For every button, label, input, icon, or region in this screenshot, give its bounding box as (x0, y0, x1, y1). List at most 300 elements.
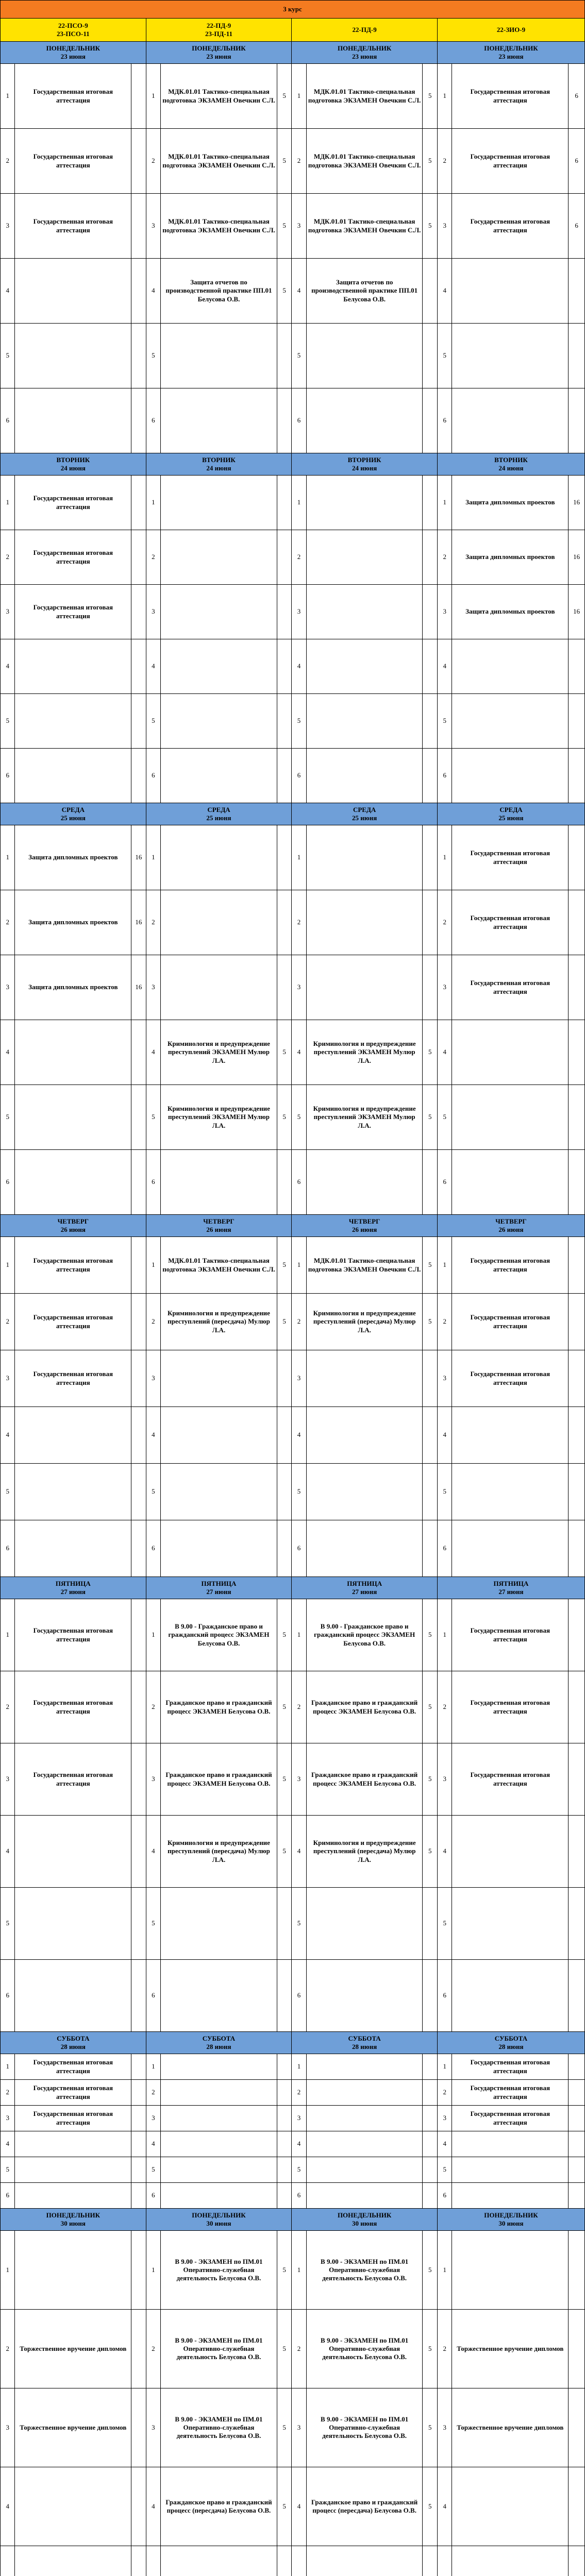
lesson-subject: Защита дипломных проектов (15, 825, 131, 890)
lesson-number: 1 (1, 825, 15, 890)
lesson-room (423, 955, 437, 1020)
lesson-room (423, 1150, 437, 1215)
lesson-room (569, 2131, 585, 2157)
lesson-room (569, 1085, 585, 1150)
lesson-number: 4 (292, 2131, 306, 2157)
lesson-room: 5 (277, 2231, 291, 2310)
lesson-number: 3 (146, 585, 160, 639)
group-header: 22-ЗИО-9 (437, 19, 584, 42)
lesson-row (1, 129, 585, 194)
lesson-subject (15, 1816, 131, 1888)
lesson-room (131, 388, 146, 453)
lesson-subject: Криминология и предупреждение преступлений ЭКЗАМЕН Мулюр Л.А. (161, 1085, 277, 1150)
lesson-subject: Гражданское право и гражданский процесс (пересдача) Белусова О.В. (161, 2467, 277, 2546)
lesson-subject (306, 1350, 423, 1407)
lesson-row (1, 1150, 585, 1215)
lesson-room (569, 259, 585, 324)
lesson-subject: Криминология и предупреждение преступлений ЭКЗАМЕН Мулюр Л.А. (306, 1085, 423, 1150)
lesson-room: 5 (423, 1816, 437, 1888)
lesson-row (1, 1020, 585, 1085)
lesson-number: 6 (292, 1520, 306, 1577)
lesson-number: 5 (1, 1888, 15, 1960)
lesson-number: 3 (437, 955, 452, 1020)
lesson-room (131, 324, 146, 388)
lesson-room (131, 2080, 146, 2106)
lesson-subject (306, 324, 423, 388)
lesson-subject (161, 2183, 277, 2209)
lesson-number: 5 (437, 1464, 452, 1520)
lesson-number: 3 (146, 1743, 160, 1816)
lesson-room (569, 2080, 585, 2106)
lesson-room: 6 (569, 129, 585, 194)
lesson-row (1, 194, 585, 259)
lesson-subject: Торжественное вручение дипломов (452, 2310, 569, 2388)
lesson-room (423, 2131, 437, 2157)
lesson-row (1, 2388, 585, 2467)
lesson-number: 1 (437, 476, 452, 530)
lesson-subject: Торжественное вручение дипломов (15, 2388, 131, 2467)
lesson-room (131, 1816, 146, 1888)
lesson-room (131, 2157, 146, 2183)
lesson-subject (15, 2546, 131, 2576)
lesson-subject (161, 2157, 277, 2183)
lesson-room: 5 (423, 129, 437, 194)
lesson-number: 5 (1, 2157, 15, 2183)
lesson-subject: Гражданское право и гражданский процесс ЭКЗАМЕН Белусова О.В. (306, 1671, 423, 1743)
lesson-room (569, 825, 585, 890)
day-header: ЧЕТВЕРГ 26 июня (437, 1215, 584, 1237)
lesson-room (131, 1407, 146, 1464)
lesson-number: 1 (1, 64, 15, 129)
lesson-row (1, 890, 585, 955)
lesson-room: 5 (277, 259, 291, 324)
lesson-subject (306, 1150, 423, 1215)
lesson-room (277, 694, 291, 749)
lesson-subject (306, 1888, 423, 1960)
lesson-subject: В 9.00 - Гражданское право и гражданский процесс ЭКЗАМЕН Белусова О.В. (306, 1599, 423, 1671)
lesson-room (277, 1464, 291, 1520)
lesson-room (569, 2183, 585, 2209)
day-header-row (1, 2032, 585, 2054)
lesson-subject (161, 1350, 277, 1407)
lesson-number: 5 (292, 324, 306, 388)
lesson-room (131, 2546, 146, 2576)
lesson-subject (161, 1888, 277, 1960)
lesson-subject: Гражданское право и гражданский процесс ЭКЗАМЕН Белусова О.В. (161, 1671, 277, 1743)
lesson-number: 1 (437, 1599, 452, 1671)
lesson-number: 3 (292, 2106, 306, 2131)
lesson-room (423, 2157, 437, 2183)
lesson-number: 5 (292, 1888, 306, 1960)
lesson-room (569, 1888, 585, 1960)
lesson-subject: Государственная итоговая аттестация (452, 955, 569, 1020)
lesson-room (423, 1464, 437, 1520)
lesson-subject: Государственная итоговая аттестация (452, 825, 569, 890)
lesson-number: 2 (437, 1294, 452, 1350)
lesson-number: 3 (292, 2388, 306, 2467)
group-header: 22-ПД-9 (292, 19, 438, 42)
lesson-subject (161, 825, 277, 890)
lesson-subject: Государственная итоговая аттестация (452, 1294, 569, 1350)
lesson-subject (161, 1150, 277, 1215)
lesson-room (277, 585, 291, 639)
lesson-subject (306, 2131, 423, 2157)
lesson-subject (15, 1464, 131, 1520)
lesson-number: 5 (437, 324, 452, 388)
lesson-number: 3 (437, 2106, 452, 2131)
day-header: ПОНЕДЕЛЬНИК 30 июня (1, 2209, 146, 2231)
lesson-room (277, 749, 291, 803)
lesson-number: 1 (437, 1237, 452, 1294)
lesson-number: 6 (1, 1960, 15, 2032)
lesson-row (1, 2054, 585, 2080)
lesson-subject: Государственная итоговая аттестация (452, 1237, 569, 1294)
lesson-room (131, 2054, 146, 2080)
lesson-number: 6 (1, 388, 15, 453)
lesson-number: 2 (437, 890, 452, 955)
lesson-number: 3 (437, 1350, 452, 1407)
lesson-subject: МДК.01.01 Тактико-специальная подготовка ЭКЗАМЕН Овечкин С.Л. (161, 1237, 277, 1294)
lesson-room (423, 2080, 437, 2106)
lesson-number: 6 (437, 1520, 452, 1577)
lesson-row (1, 955, 585, 1020)
lesson-number: 4 (437, 2131, 452, 2157)
lesson-room (277, 2106, 291, 2131)
lesson-number: 4 (146, 1020, 160, 1085)
lesson-subject: МДК.01.01 Тактико-специальная подготовка ЭКЗАМЕН Овечкин С.Л. (161, 194, 277, 259)
lesson-number: 4 (1, 639, 15, 694)
lesson-room: 16 (131, 825, 146, 890)
lesson-room (277, 2131, 291, 2157)
lesson-subject: Государственная итоговая аттестация (15, 2106, 131, 2131)
lesson-room (423, 2546, 437, 2576)
lesson-number: 3 (146, 2388, 160, 2467)
lesson-number: 1 (437, 2054, 452, 2080)
lesson-room (131, 129, 146, 194)
lesson-room (131, 1020, 146, 1085)
lesson-subject (306, 2080, 423, 2106)
lesson-subject: Государственная итоговая аттестация (15, 2054, 131, 2080)
lesson-subject (15, 749, 131, 803)
lesson-number: 4 (1, 259, 15, 324)
lesson-subject (161, 749, 277, 803)
lesson-subject (15, 2131, 131, 2157)
lesson-number: 4 (146, 2131, 160, 2157)
lesson-room (131, 1085, 146, 1150)
lesson-room (569, 1743, 585, 1816)
lesson-row (1, 259, 585, 324)
lesson-subject (306, 2546, 423, 2576)
lesson-row (1, 1464, 585, 1520)
lesson-number: 1 (292, 2054, 306, 2080)
lesson-number: 3 (437, 585, 452, 639)
lesson-room (423, 1407, 437, 1464)
lesson-number: 3 (437, 1743, 452, 1816)
lesson-subject (306, 890, 423, 955)
lesson-subject: Государственная итоговая аттестация (452, 64, 569, 129)
lesson-subject (15, 2157, 131, 2183)
lesson-subject (452, 324, 569, 388)
lesson-row (1, 1743, 585, 1816)
lesson-room (569, 2054, 585, 2080)
lesson-subject: Государственная итоговая аттестация (452, 890, 569, 955)
lesson-row (1, 388, 585, 453)
lesson-number: 2 (1, 2080, 15, 2106)
lesson-subject: Государственная итоговая аттестация (452, 129, 569, 194)
day-header: СРЕДА 25 июня (1, 803, 146, 825)
lesson-room (277, 1150, 291, 1215)
lesson-subject (452, 1464, 569, 1520)
lesson-room (131, 694, 146, 749)
lesson-row (1, 825, 585, 890)
lesson-room (277, 1960, 291, 2032)
lesson-subject (306, 2157, 423, 2183)
lesson-number: 2 (292, 2310, 306, 2388)
lesson-number: 3 (1, 1350, 15, 1407)
lesson-room: 5 (277, 1599, 291, 1671)
day-header: ПОНЕДЕЛЬНИК 30 июня (437, 2209, 584, 2231)
lesson-number: 4 (292, 1816, 306, 1888)
lesson-subject (15, 388, 131, 453)
lesson-room: 5 (277, 64, 291, 129)
lesson-subject (306, 639, 423, 694)
lesson-number: 3 (1, 194, 15, 259)
lesson-number: 6 (1, 1150, 15, 1215)
lesson-subject: В 9.00 - ЭКЗАМЕН по ПМ.01 Оперативно-служебная деятельность Белусова О.В. (306, 2310, 423, 2388)
lesson-row (1, 2131, 585, 2157)
lesson-number: 4 (146, 639, 160, 694)
lesson-subject: Защита отчетов по производственной практике ПП.01 Белусова О.В. (306, 259, 423, 324)
lesson-room (131, 1888, 146, 1960)
day-header: СУББОТА 28 июня (292, 2032, 438, 2054)
lesson-number: 3 (1, 2388, 15, 2467)
lesson-row (1, 749, 585, 803)
day-header: ПОНЕДЕЛЬНИК 23 июня (146, 42, 292, 64)
lesson-room (569, 1407, 585, 1464)
day-header: СУББОТА 28 июня (1, 2032, 146, 2054)
lesson-subject: В 9.00 - ЭКЗАМЕН по ПМ.01 Оперативно-служебная деятельность Белусова О.В. (306, 2231, 423, 2310)
lesson-subject: В 9.00 - ЭКЗАМЕН по ПМ.01 Оперативно-служебная деятельность Белусова О.В. (306, 2388, 423, 2467)
lesson-subject (15, 2231, 131, 2310)
lesson-number: 2 (292, 1294, 306, 1350)
lesson-subject (15, 2467, 131, 2546)
lesson-room (569, 955, 585, 1020)
lesson-number: 6 (292, 749, 306, 803)
lesson-room (569, 1816, 585, 1888)
day-header: ВТОРНИК 24 июня (437, 453, 584, 476)
lesson-number: 2 (437, 2080, 452, 2106)
lesson-room: 6 (569, 194, 585, 259)
lesson-number: 4 (292, 639, 306, 694)
lesson-room (423, 639, 437, 694)
lesson-number: 4 (1, 1407, 15, 1464)
day-header: ПЯТНИЦА 27 июня (292, 1577, 438, 1599)
lesson-number: 5 (1, 324, 15, 388)
lesson-number: 2 (146, 890, 160, 955)
lesson-room (423, 825, 437, 890)
lesson-subject: МДК.01.01 Тактико-специальная подготовка ЭКЗАМЕН Овечкин С.Л. (306, 194, 423, 259)
lesson-room: 16 (131, 890, 146, 955)
lesson-number: 5 (292, 2157, 306, 2183)
lesson-number: 2 (292, 2080, 306, 2106)
lesson-number: 2 (437, 530, 452, 585)
lesson-number (1, 2546, 15, 2576)
lesson-room (277, 2054, 291, 2080)
lesson-number: 6 (1, 749, 15, 803)
lesson-room (131, 476, 146, 530)
day-header: ВТОРНИК 24 июня (1, 453, 146, 476)
lesson-number: 6 (1, 2183, 15, 2209)
lesson-number: 2 (1, 530, 15, 585)
lesson-number: 3 (292, 585, 306, 639)
lesson-subject: Государственная итоговая аттестация (15, 1671, 131, 1743)
lesson-row (1, 1816, 585, 1888)
lesson-subject (15, 1520, 131, 1577)
lesson-number: 5 (437, 2157, 452, 2183)
lesson-number: 4 (146, 2467, 160, 2546)
lesson-subject (306, 1407, 423, 1464)
lesson-room (277, 825, 291, 890)
lesson-number: 3 (1, 1743, 15, 1816)
lesson-number: 4 (437, 1407, 452, 1464)
lesson-subject (161, 2106, 277, 2131)
lesson-subject: Государственная итоговая аттестация (452, 2080, 569, 2106)
lesson-number: 4 (437, 259, 452, 324)
lesson-room (131, 1520, 146, 1577)
lesson-subject: Государственная итоговая аттестация (15, 585, 131, 639)
lesson-subject: Государственная итоговая аттестация (452, 2106, 569, 2131)
lesson-row (1, 2231, 585, 2310)
lesson-row (1, 1960, 585, 2032)
lesson-subject (306, 2106, 423, 2131)
lesson-number: 6 (146, 2183, 160, 2209)
lesson-number: 1 (1, 1599, 15, 1671)
day-header: СРЕДА 25 июня (437, 803, 584, 825)
lesson-number: 3 (292, 194, 306, 259)
day-header-row (1, 42, 585, 64)
lesson-room (131, 749, 146, 803)
lesson-row (1, 2546, 585, 2576)
lesson-number (437, 2546, 452, 2576)
lesson-room (131, 530, 146, 585)
lesson-number: 1 (437, 2231, 452, 2310)
lesson-room: 5 (277, 1671, 291, 1743)
lesson-subject (452, 1085, 569, 1150)
lesson-subject: Государственная итоговая аттестация (15, 476, 131, 530)
lesson-row (1, 1599, 585, 1671)
lesson-subject: Защита дипломных проектов (15, 890, 131, 955)
lesson-number: 2 (146, 1671, 160, 1743)
lesson-number: 3 (292, 1350, 306, 1407)
lesson-row (1, 64, 585, 129)
lesson-room: 5 (423, 1671, 437, 1743)
lesson-subject (306, 388, 423, 453)
lesson-room (131, 2183, 146, 2209)
lesson-number: 1 (292, 64, 306, 129)
lesson-room (423, 749, 437, 803)
lesson-number: 1 (292, 1599, 306, 1671)
lesson-number: 5 (292, 1464, 306, 1520)
lesson-number: 6 (292, 1150, 306, 1215)
lesson-room (423, 2054, 437, 2080)
lesson-subject: Государственная итоговая аттестация (452, 1599, 569, 1671)
lesson-number: 6 (146, 1520, 160, 1577)
lesson-number: 3 (1, 2106, 15, 2131)
lesson-number: 2 (1, 890, 15, 955)
lesson-room (569, 2106, 585, 2131)
lesson-room: 5 (277, 1816, 291, 1888)
lesson-room: 5 (277, 2310, 291, 2388)
lesson-number: 6 (1, 1520, 15, 1577)
lesson-subject (306, 1464, 423, 1520)
lesson-row (1, 530, 585, 585)
lesson-number: 1 (146, 2231, 160, 2310)
lesson-subject: МДК.01.01 Тактико-специальная подготовка ЭКЗАМЕН Овечкин С.Л. (306, 129, 423, 194)
lesson-subject (452, 259, 569, 324)
lesson-room (423, 1960, 437, 2032)
lesson-subject (15, 694, 131, 749)
lesson-room: 5 (277, 1294, 291, 1350)
lesson-subject: Государственная итоговая аттестация (452, 2054, 569, 2080)
lesson-subject (306, 476, 423, 530)
lesson-number: 3 (146, 2106, 160, 2131)
lesson-number: 4 (437, 2467, 452, 2546)
lesson-number: 5 (437, 1085, 452, 1150)
lesson-subject (15, 1085, 131, 1150)
lesson-number: 2 (292, 129, 306, 194)
lesson-room (569, 2157, 585, 2183)
lesson-number: 4 (1, 2467, 15, 2546)
lesson-number: 6 (437, 1960, 452, 2032)
lesson-room: 5 (277, 1020, 291, 1085)
lesson-subject (15, 639, 131, 694)
lesson-room (423, 2106, 437, 2131)
lesson-number: 1 (437, 64, 452, 129)
lesson-number: 2 (437, 1671, 452, 1743)
lesson-number: 2 (146, 2080, 160, 2106)
lesson-subject (306, 1960, 423, 2032)
lesson-subject: Торжественное вручение дипломов (15, 2310, 131, 2388)
lesson-number: 2 (1, 2310, 15, 2388)
lesson-room (131, 1150, 146, 1215)
lesson-room (277, 324, 291, 388)
lesson-room (131, 2310, 146, 2388)
lesson-row (1, 1237, 585, 1294)
day-header: ПЯТНИЦА 27 июня (437, 1577, 584, 1599)
lesson-subject (452, 2183, 569, 2209)
lesson-subject: Государственная итоговая аттестация (15, 1294, 131, 1350)
day-header: ПЯТНИЦА 27 июня (1, 1577, 146, 1599)
lesson-room (131, 2131, 146, 2157)
lesson-row (1, 2467, 585, 2546)
lesson-number: 3 (1, 585, 15, 639)
lesson-subject (161, 1520, 277, 1577)
lesson-room: 5 (423, 1085, 437, 1150)
day-header: ЧЕТВЕРГ 26 июня (1, 1215, 146, 1237)
lesson-subject (161, 694, 277, 749)
lesson-room (277, 530, 291, 585)
lesson-subject (452, 1520, 569, 1577)
lesson-number: 3 (292, 1743, 306, 1816)
lesson-number: 1 (146, 2054, 160, 2080)
lesson-subject (161, 1464, 277, 1520)
lesson-room (131, 2106, 146, 2131)
lesson-room (569, 324, 585, 388)
lesson-subject: Государственная итоговая аттестация (452, 194, 569, 259)
lesson-subject (15, 1407, 131, 1464)
lesson-room (569, 1671, 585, 1743)
day-header: СРЕДА 25 июня (146, 803, 292, 825)
